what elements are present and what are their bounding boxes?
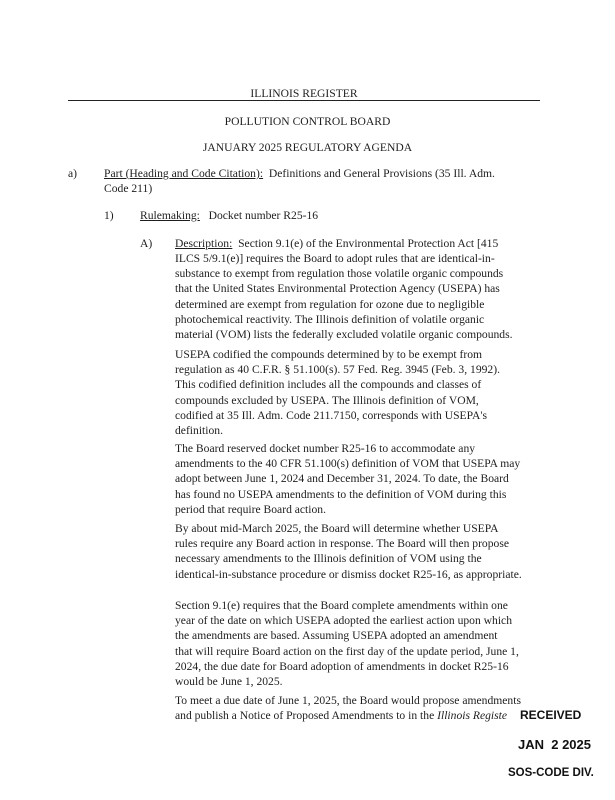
section-a-text-cont: Code 211) [104, 182, 153, 195]
text-line: By about mid-March 2025, the Board will determine whether USEPA [175, 522, 499, 535]
description-label: Description: [175, 237, 233, 250]
text-line [175, 708, 555, 723]
paragraph-due-date [175, 693, 555, 723]
text-line: 2024, the due date for Board adoption of amendments in docket R25-16 [175, 659, 509, 673]
text-line: photochemical reactivity. The Illinois definition of volatile organic [175, 312, 485, 326]
description-first-line [175, 236, 555, 251]
text-line: ILCS 5/9.1(e)] requires the Board to adopt rules that are identical-in- [175, 252, 495, 265]
text-line: would be June 1, 2025. [175, 675, 283, 689]
paragraph-mid-march [175, 521, 555, 582]
description-body [175, 251, 555, 342]
paragraph-board-reserved [175, 441, 555, 517]
text-line: the amendments are based. Assuming USEPA adopted an amendment [175, 629, 498, 643]
text-line: The Board reserved docket number R25-16 to accommodate any [175, 442, 476, 455]
illinois-register-italic: Illinois Registe [437, 709, 507, 723]
section-a-text: Definitions and General Provisions (35 Ill. Adm. [268, 167, 495, 180]
text-line: definition. [175, 424, 223, 438]
text-line: determined are exempt from regulation for ozone due to negligible [175, 297, 485, 311]
division-stamp: SOS-CODE DIV. [508, 767, 594, 779]
section-a-marker: a) [68, 167, 78, 180]
text-line: year of the date on which USEPA adopted the earliest action upon which [175, 614, 512, 628]
text-line: identical-in-substance procedure or dismiss docket R25-16, as appropriate. [175, 567, 522, 581]
text-line-prefix: and publish a Notice of Proposed Amendments to in the [175, 709, 435, 723]
text-line: that the United States Environmental Protection Agency (USEPA) has [175, 282, 500, 296]
text-line: substance to exempt from regulation those volatile organic compounds [175, 267, 504, 281]
text-line: To meet a due date of June 1, 2025, the Board would propose amendments [175, 694, 521, 707]
rulemaking-label: Rulemaking: [140, 209, 200, 222]
text-line: that will require Board action on the first day of the update period, June 1, [175, 644, 519, 658]
board-title: POLLUTION CONTROL BOARD [224, 115, 391, 128]
agenda-title: JANUARY 2025 REGULATORY AGENDA [202, 141, 413, 154]
register-title: ILLINOIS REGISTER [250, 87, 358, 100]
section-a-heading [104, 166, 544, 181]
text-line: rules require any Board action in response. The Board will then propose [175, 537, 509, 551]
text-line: material (VOM) lists the federally excluded volatile organic compounds. [175, 328, 513, 342]
docket-number: Docket number R25-16 [208, 209, 319, 222]
received-date-stamp: JAN 2 2025 [518, 737, 591, 752]
text-line: adopt between June 1, 2024 and December 31, 2024. To date, the Board [175, 472, 509, 486]
paragraph-section-9-1e [175, 598, 555, 689]
text-line: compounds excluded by USEPA. The Illinois definition of VOM, [175, 393, 479, 407]
item-a-marker: A) [140, 237, 153, 250]
item-1-marker: 1) [104, 209, 114, 222]
text-line: This codified definition includes all the compounds and classes of [175, 378, 482, 392]
text-line: codified at 35 Ill. Adm. Code 211.7150, corresponds with USEPA's [175, 408, 487, 422]
text-line: USEPA codified the compounds determined by to be exempt from [175, 348, 483, 361]
text-line: amendments to the 40 CFR 51.100(s) definition of VOM that USEPA may [175, 457, 521, 471]
header-divider [68, 100, 540, 101]
text-line: has found no USEPA amendments to the definition of VOM during this [175, 487, 507, 501]
paragraph-usepa-codified [175, 347, 555, 438]
text-line: regulation as 40 C.F.R. § 51.100(s). 57 Fed. Reg. 3945 (Feb. 3, 1992). [175, 363, 500, 377]
item-1-heading [140, 208, 318, 223]
description-text: Section 9.1(e) of the Environmental Protection Act [415 [238, 237, 499, 250]
received-stamp: RECEIVED [520, 708, 582, 722]
text-line: necessary amendments to the Illinois definition of VOM using the [175, 552, 482, 566]
section-a-label: Part (Heading and Code Citation): [104, 167, 264, 180]
text-line: period that require Board action. [175, 502, 326, 516]
text-line: Section 9.1(e) requires that the Board complete amendments within one [175, 599, 508, 612]
